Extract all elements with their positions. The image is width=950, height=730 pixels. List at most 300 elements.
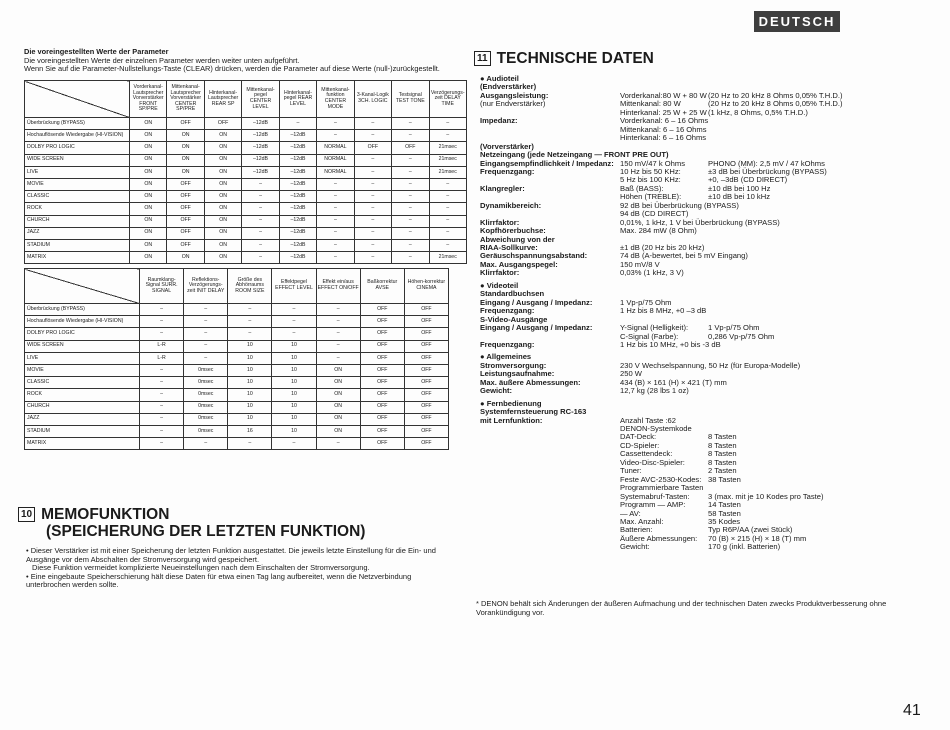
intro-line: Wenn Sie auf die Parameter-Nullstellungs-Taste (CLEAR) drücken, werden die Parameter auf diese Werte (null-)zurückgestellt.	[24, 64, 440, 74]
column-header: Effekt ein/aus EFFECT ON/OFF	[316, 269, 360, 304]
table-cell: 10	[272, 340, 316, 352]
table-cell: –	[228, 316, 272, 328]
table-cell: ON	[204, 239, 241, 251]
memo-paragraph: Diese Funktion vermeidet komplizierte Neueinstellungen nach dem Einschalten der Stromversorgung.	[32, 563, 370, 573]
spec-value: Äußere Abmessungen:	[620, 533, 698, 543]
spec-value: (20 Hz to 20 kHz 8 Ohms 0,05% T.H.D.)	[708, 90, 843, 100]
table-cell: –	[317, 191, 354, 203]
table-row	[25, 328, 449, 340]
table-row	[25, 178, 467, 190]
row-label: DOLBY PRO LOGIC	[25, 142, 130, 154]
row-label: ROCK	[25, 203, 130, 215]
table-cell: ON	[204, 215, 241, 227]
spec-value: Hinterkanal: 25 W + 25 W	[620, 107, 707, 117]
table-cell: –	[272, 316, 316, 328]
table-cell: –	[354, 154, 391, 166]
column-header: 3-Kanal-Logik 3CH. LOGIC	[354, 81, 391, 118]
row-label: MOVIE	[25, 178, 130, 190]
row-label: Überbrückung (BYPASS)	[25, 304, 140, 316]
table-cell: –	[392, 166, 429, 178]
column-header: Vorderkanal-Lautsprecher Vorverstärker FRONT SP/PRE	[130, 81, 167, 118]
table-row	[25, 438, 449, 450]
spec-label: Eingang / Ausgang / Impedanz:	[480, 297, 593, 307]
table-cell: –12dB	[279, 227, 316, 239]
table-cell: OFF	[167, 191, 204, 203]
spec-label: Impedanz:	[480, 116, 518, 126]
spec-value: 170 g (inkl. Batterien)	[708, 542, 781, 552]
table-cell: –	[242, 239, 279, 251]
spec-value: 230 V Wechselspannung, 50 Hz (für Europa-Modelle)	[620, 360, 801, 370]
table-row	[25, 352, 449, 364]
table-cell: 10	[272, 352, 316, 364]
spec-value: 94 dB (CD DIRECT)	[620, 209, 689, 219]
table-cell: ON	[167, 154, 204, 166]
table-cell: OFF	[360, 438, 404, 450]
table-cell: ON	[130, 191, 167, 203]
spec-value: 0,286 Vp-p/75 Ohm	[708, 331, 775, 341]
table-cell: –	[317, 252, 354, 264]
column-header: Effektpegel EFFECT LEVEL	[272, 269, 316, 304]
table-cell: –12dB	[279, 239, 316, 251]
spec-label: (nur Endverstärker)	[480, 99, 546, 109]
table-cell: –12dB	[242, 118, 279, 130]
table-cell: 0msec	[184, 364, 228, 376]
spec-label: ● Allgemeines	[480, 352, 532, 362]
table-cell: –	[316, 304, 360, 316]
intro-heading: Die voreingestellten Werte der Parameter	[24, 47, 169, 56]
table-cell: –	[272, 328, 316, 340]
spec-value: +0, –3dB (CD DIRECT)	[708, 175, 788, 185]
spec-label: ● Fernbedienung	[480, 398, 542, 408]
table-corner-cell	[25, 269, 140, 304]
table-cell: –	[392, 178, 429, 190]
spec-value: Tuner:	[620, 466, 642, 476]
table-cell: OFF	[404, 425, 448, 437]
row-label: MATRIX	[25, 252, 130, 264]
table-cell: –	[317, 215, 354, 227]
spec-value: ±3 dB bei Überbrückung (BYPASS)	[708, 166, 827, 176]
table-row	[25, 340, 449, 352]
table-cell: OFF	[360, 352, 404, 364]
table-cell: OFF	[360, 328, 404, 340]
table-cell: ON	[130, 252, 167, 264]
spec-value: 0,03% (1 kHz, 3 V)	[620, 268, 684, 278]
table-cell: OFF	[167, 118, 204, 130]
row-label: CLASSIC	[25, 191, 130, 203]
column-header: Mittenkanal-Lautsprecher Vorverstärker CENTER SP/PRE	[167, 81, 204, 118]
table-cell: –	[140, 389, 184, 401]
table-cell: OFF	[167, 178, 204, 190]
spec-label: Max. äußere Abmessungen:	[480, 377, 581, 387]
table-cell: –	[392, 118, 429, 130]
spec-value: Systemabruf-Tasten:	[620, 491, 690, 501]
table-cell: OFF	[167, 227, 204, 239]
spec-value: DAT-Deck:	[620, 432, 657, 442]
memo-paragraph: • Eine eingebaute Speicherschierung hält diese Daten für etwa einen Tag lang aufbereitet, wenn die Netzverbindung unterbrochen werden sollte.	[26, 571, 412, 590]
table-row	[25, 377, 449, 389]
memo-title: MEMOFUNKTION	[41, 506, 170, 523]
row-label: LIVE	[25, 352, 140, 364]
table-cell: 0msec	[184, 377, 228, 389]
table-cell: –	[316, 316, 360, 328]
row-label: MATRIX	[25, 438, 140, 450]
table-cell: –12dB	[279, 178, 316, 190]
table-cell: –	[140, 401, 184, 413]
spec-label: Systemfernsteuerung RC-163	[480, 407, 587, 417]
spec-value: Vorderkanal:80 W + 80 W	[620, 90, 707, 100]
spec-value: 150 mV/47 k Ohms	[620, 158, 685, 168]
table-cell: –	[317, 239, 354, 251]
table-cell: –	[429, 178, 466, 190]
table-cell: 0msec	[184, 425, 228, 437]
table-cell: 0msec	[184, 401, 228, 413]
table-cell: –	[392, 215, 429, 227]
spec-value: Hinterkanal: 6 – 16 Ohms	[620, 133, 707, 143]
table-cell: –12dB	[279, 215, 316, 227]
spec-value: 8 Tasten	[708, 457, 737, 467]
row-label: JAZZ	[25, 227, 130, 239]
spec-value: 434 (B) × 161 (H) × 421 (T) mm	[620, 377, 727, 387]
table-cell: L-R	[140, 352, 184, 364]
spec-label: Frequenzgang:	[480, 339, 535, 349]
memo-heading	[18, 506, 169, 523]
spec-value: (1 kHz, 8 Ohms, 0,5% T.H.D.)	[708, 107, 808, 117]
table-cell: –	[317, 227, 354, 239]
table-cell: OFF	[404, 316, 448, 328]
table-cell: ON	[204, 252, 241, 264]
table-cell: –	[184, 304, 228, 316]
parameter-table-2	[24, 268, 449, 450]
table-row	[25, 166, 467, 178]
table-cell: ON	[316, 364, 360, 376]
table-row	[25, 130, 467, 142]
table-cell: 16	[228, 425, 272, 437]
table-cell: –	[272, 438, 316, 450]
table-cell: ON	[204, 191, 241, 203]
table-row	[25, 304, 449, 316]
spec-label: Gewicht:	[480, 386, 513, 396]
spec-value: Mittenkanal: 6 – 16 Ohms	[620, 124, 707, 134]
table-cell: OFF	[360, 364, 404, 376]
row-label: DOLBY PRO LOGIC	[25, 328, 140, 340]
column-header: Hinterkanal-pegel REAR LEVEL	[279, 81, 316, 118]
spec-value: ±1 dB (20 Hz bis 20 kHz)	[620, 243, 705, 252]
table-cell: –	[242, 252, 279, 264]
table-cell: –12dB	[279, 191, 316, 203]
table-cell: –	[242, 203, 279, 215]
table-cell: 10	[228, 340, 272, 352]
table-cell: –	[184, 328, 228, 340]
table-cell: OFF	[360, 413, 404, 425]
table-cell: –	[242, 215, 279, 227]
spec-value: 150 mV/8 V	[620, 259, 660, 269]
spec-label: mit Lernfunktion:	[480, 415, 543, 425]
table-cell: 21msec	[429, 142, 466, 154]
table-row	[25, 239, 467, 251]
spec-label: Frequenzgang:	[480, 166, 535, 176]
table-cell: –12dB	[279, 130, 316, 142]
table-row	[25, 252, 467, 264]
table-cell: ON	[130, 142, 167, 154]
table-cell: 10	[228, 352, 272, 364]
table-row	[25, 191, 467, 203]
intro-line: Die voreingestellten Werte der einzelnen Parameter werden weiter unten aufgeführt.	[24, 55, 300, 65]
row-label: CHURCH	[25, 401, 140, 413]
row-label: JAZZ	[25, 413, 140, 425]
column-header: Verzögerungs-zeit DELAY TIME	[429, 81, 466, 118]
spec-label: S-Video-Ausgänge	[480, 314, 548, 324]
column-header: Testsignal TEST TONE	[392, 81, 429, 118]
table-cell: –12dB	[242, 154, 279, 166]
row-label: STADIUM	[25, 239, 130, 251]
spec-value: Feste AVC-2530-Kodes:	[620, 474, 702, 484]
table-cell: 10	[228, 377, 272, 389]
spec-label: (Vorverstärker)	[480, 141, 534, 151]
table-cell: –	[316, 352, 360, 364]
table-cell: –	[317, 130, 354, 142]
table-cell: –	[140, 438, 184, 450]
table-cell: –	[316, 340, 360, 352]
row-label: MOVIE	[25, 364, 140, 376]
table-cell: ON	[130, 130, 167, 142]
column-header: Höhen-korrektur CINEMA	[404, 269, 448, 304]
spec-value: (20 Hz to 20 kHz 8 Ohms 0,05% T.H.D.)	[708, 99, 843, 109]
table-row	[25, 215, 467, 227]
table-cell: ON	[316, 413, 360, 425]
table-cell: –	[354, 239, 391, 251]
table-cell: OFF	[354, 142, 391, 154]
table-row	[25, 154, 467, 166]
spec-value: Max. 284 mW (8 Ohm)	[620, 226, 697, 236]
spec-value: 74 dB (A-bewertet, bei 5 mV Eingang)	[620, 251, 748, 261]
table-cell: –	[317, 118, 354, 130]
spec-value: Video-Disc-Spieler:	[620, 457, 685, 467]
table-cell: 21msec	[429, 154, 466, 166]
table-row	[25, 316, 449, 328]
table-cell: 10	[228, 389, 272, 401]
spec-label: Ausgangsleistung:	[480, 90, 549, 100]
table-cell: 10	[272, 401, 316, 413]
spec-value: 2 Tasten	[708, 466, 737, 476]
spec-label: Stromversorgung:	[480, 360, 547, 370]
spec-value: ±10 dB bei 100 Hz	[708, 183, 771, 193]
spec-value: 8 Tasten	[708, 432, 737, 442]
table-cell: 10	[228, 401, 272, 413]
spec-value: Baß (BASS):	[620, 183, 664, 193]
table-cell: L-R	[140, 340, 184, 352]
row-label: Hochauflösende Wiedergabe (HI-VISION)	[25, 130, 130, 142]
table-cell: –	[354, 118, 391, 130]
tech-title: TECHNISCHE DATEN	[496, 50, 654, 67]
spec-value: 1 Vp-p/75 Ohm	[708, 323, 760, 333]
table-cell: –	[429, 203, 466, 215]
table-row	[25, 364, 449, 376]
spec-value: — AV:	[620, 508, 641, 518]
table-cell: OFF	[404, 328, 448, 340]
table-cell: –12dB	[279, 252, 316, 264]
spec-label: Frequenzgang:	[480, 306, 535, 316]
table-cell: NORMAL	[317, 142, 354, 154]
spec-value: 8 Tasten	[708, 449, 737, 459]
spec-value: Höhen (TREBLE):	[620, 192, 682, 202]
table-cell: OFF	[404, 352, 448, 364]
spec-value: DENON-Systemkode	[620, 424, 692, 433]
table-cell: –	[140, 377, 184, 389]
spec-label: Eingang / Ausgang / Impedanz:	[480, 323, 593, 333]
table-cell: –	[140, 413, 184, 425]
table-cell: ON	[204, 154, 241, 166]
column-header: Hinterkanal-Lautsprecher REAR SP	[204, 81, 241, 118]
table-cell: 10	[272, 425, 316, 437]
table-cell: OFF	[392, 142, 429, 154]
table-cell: 21msec	[429, 252, 466, 264]
table-cell: –	[354, 252, 391, 264]
spec-label: Klirrfaktor:	[480, 268, 520, 278]
table-cell: –	[316, 328, 360, 340]
table-cell: –	[272, 304, 316, 316]
table-row	[25, 413, 449, 425]
row-label: WIDE SCREEN	[25, 340, 140, 352]
column-header: Mittenkanal-funktion CENTER MODE	[317, 81, 354, 118]
table-cell: –	[429, 130, 466, 142]
table-cell: –	[354, 191, 391, 203]
spec-value: 8 Tasten	[708, 440, 737, 450]
spec-label: Klirrfaktor:	[480, 217, 520, 227]
spec-value: 35 Kodes	[708, 516, 741, 526]
spec-label: Kopfhörerbuchse:	[480, 226, 546, 236]
tech-section-number: 11	[474, 51, 491, 66]
spec-value: C-Signal (Farbe):	[620, 331, 679, 341]
table-cell: ON	[167, 142, 204, 154]
table-cell: OFF	[360, 389, 404, 401]
footnote: * DENON behält sich Änderungen der äußeren Aufmachung und der technischen Daten zwecks Produktverbesserung ohne Vorankündigung vor.	[476, 599, 887, 617]
table-cell: –	[242, 191, 279, 203]
row-label: LIVE	[25, 166, 130, 178]
table-cell: OFF	[360, 304, 404, 316]
spec-value: 10 Hz bis 50 KHz:	[620, 166, 681, 176]
table-cell: OFF	[360, 316, 404, 328]
table-cell: OFF	[204, 118, 241, 130]
spec-label: Leistungsaufnahme:	[480, 369, 555, 379]
table-cell: –	[429, 215, 466, 227]
column-header: Größe des Abhörraums ROOM SIZE	[228, 269, 272, 304]
table-cell: –	[228, 438, 272, 450]
table-cell: 0msec	[184, 413, 228, 425]
table-cell: ON	[130, 154, 167, 166]
table-cell: –	[392, 203, 429, 215]
row-label: ROCK	[25, 389, 140, 401]
page-number: 41	[903, 702, 921, 719]
table-cell: –	[392, 191, 429, 203]
table-cell: OFF	[167, 203, 204, 215]
spec-value: Gewicht:	[620, 542, 650, 552]
spec-label: Klangregler:	[480, 183, 525, 193]
spec-label: Standardbuchsen	[480, 289, 545, 299]
table-cell: 10	[272, 389, 316, 401]
spec-value: CD-Spieler:	[620, 440, 660, 450]
table-row	[25, 142, 467, 154]
spec-value: 1 Hz bis 8 MHz, +0 –3 dB	[620, 306, 707, 316]
table-cell: ON	[130, 227, 167, 239]
spec-value: Typ R6P/AA (zwei Stück)	[708, 525, 793, 535]
spec-value: Mittenkanal: 80 W	[620, 99, 681, 109]
intro-block	[24, 48, 464, 74]
table-cell: ON	[204, 227, 241, 239]
table-cell: –	[429, 191, 466, 203]
spec-value: 12,7 kg (28 lbs 1 oz)	[620, 386, 689, 396]
table-cell: –	[354, 203, 391, 215]
table-cell: –	[184, 340, 228, 352]
column-header: Mittenkanal-pegel CENTER LEVEL	[242, 81, 279, 118]
table-cell: –	[140, 364, 184, 376]
spec-label: Max. Ausgangspegel:	[480, 259, 558, 269]
table-cell: 10	[272, 377, 316, 389]
spec-value: 1 Vp-p/75 Ohm	[620, 297, 672, 307]
row-label: WIDE SCREEN	[25, 154, 130, 166]
table-cell: –	[184, 438, 228, 450]
table-cell: ON	[167, 166, 204, 178]
table-cell: 10	[272, 364, 316, 376]
spec-value: Max. Anzahl:	[620, 516, 664, 526]
table-cell: –	[392, 130, 429, 142]
spec-label: Eingangsempfindlichkeit / Impedanz:	[480, 158, 614, 168]
spec-value: Programmierbare Tasten	[620, 483, 704, 493]
table-cell: –	[392, 227, 429, 239]
table-cell: OFF	[167, 215, 204, 227]
table-row	[25, 425, 449, 437]
spec-value: 250 W	[620, 369, 642, 379]
table-cell: –12dB	[242, 130, 279, 142]
table-cell: OFF	[404, 438, 448, 450]
table-cell: –12dB	[279, 154, 316, 166]
table-cell: –	[242, 227, 279, 239]
spec-value: Y-Signal (Helligkeit):	[620, 323, 689, 333]
spec-value: Programm — AMP:	[620, 500, 686, 510]
column-header: Baßkorrektur AVSE	[360, 269, 404, 304]
spec-label: Dynamikbereich:	[480, 200, 542, 210]
table-cell: –	[317, 203, 354, 215]
spec-value: Anzahl Taste :62	[620, 415, 677, 425]
table-cell: OFF	[167, 239, 204, 251]
table-cell: –	[228, 328, 272, 340]
table-cell: –12dB	[279, 203, 316, 215]
spec-value: 1 Hz bis 10 MHz, +0 bis -3 dB	[620, 339, 721, 349]
table-cell: ON	[130, 239, 167, 251]
table-cell: ON	[130, 118, 167, 130]
table-cell: ON	[130, 203, 167, 215]
spec-value: 70 (B) × 215 (H) × 18 (T) mm	[708, 533, 807, 543]
table-cell: ON	[316, 377, 360, 389]
table-cell: –	[392, 252, 429, 264]
table-cell: OFF	[360, 401, 404, 413]
spec-label: ● Videoteil	[480, 280, 519, 290]
table-cell: –12dB	[242, 166, 279, 178]
table-cell: –	[354, 178, 391, 190]
table-cell: –	[140, 304, 184, 316]
spec-value: 38 Tasten	[708, 474, 741, 484]
table-corner-cell	[25, 81, 130, 118]
column-header: Raumklang-Signal SURR. SIGNAL	[140, 269, 184, 304]
table-cell: –	[354, 215, 391, 227]
table-cell: –12dB	[279, 142, 316, 154]
table-cell: OFF	[404, 377, 448, 389]
table-cell: ON	[167, 130, 204, 142]
table-row	[25, 227, 467, 239]
spec-value: Vorderkanal: 6 – 16 Ohms	[620, 116, 709, 126]
table-cell: NORMAL	[317, 154, 354, 166]
language-badge: DEUTSCH	[754, 11, 840, 32]
table-cell: 10	[272, 413, 316, 425]
